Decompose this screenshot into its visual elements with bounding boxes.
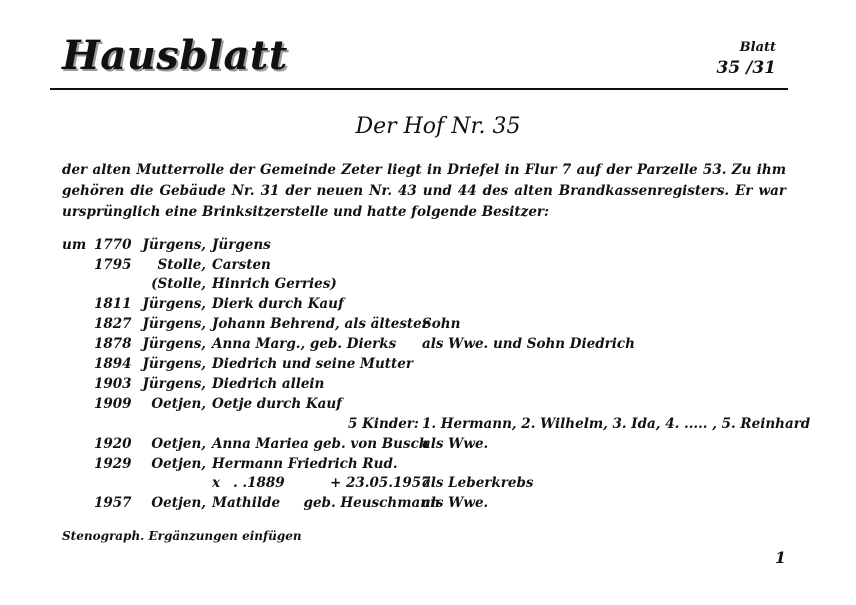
owner-name: Anna Mariea geb. von Busch bbox=[212, 436, 429, 452]
owner-year: 1795 bbox=[94, 257, 132, 273]
owner-year: 1770 bbox=[94, 237, 132, 253]
owner-note: als Wwe. bbox=[422, 436, 489, 452]
owner-year: 1827 bbox=[94, 316, 132, 332]
kinder-list: 1. Hermann, 2. Wilhelm, 3. Ida, 4. ..... , 5. Reinhard bbox=[422, 416, 811, 432]
owner-family: Jürgens, bbox=[142, 336, 206, 352]
owner-row bbox=[0, 356, 856, 375]
death-date: + 23.05.1957 bbox=[330, 475, 431, 491]
owner-year: 1920 bbox=[94, 436, 132, 452]
kinder-row bbox=[0, 416, 856, 435]
owner-year: 1957 bbox=[94, 495, 132, 511]
owner-family: Oetjen, bbox=[151, 436, 206, 452]
owner-year: 1909 bbox=[94, 396, 132, 412]
owner-row bbox=[0, 336, 856, 355]
owner-row bbox=[0, 257, 856, 276]
owner-year: 1929 bbox=[94, 456, 132, 472]
owner-family: Oetjen, bbox=[151, 396, 206, 412]
intro-paragraph: der alten Mutterrolle der Gemeinde Zeter liegt in Driefel in Flur 7 auf der Parzelle 53. Zu ihm gehören die Gebäude Nr. 31 der neuen Nr. 43 und 44 des alten Brandkassenregisters. Er war ursprünglich eine Brinksitzerstelle und hatte folgende Besitzer: bbox=[62, 162, 786, 220]
page-number: 1 bbox=[774, 548, 786, 567]
owner-year: 1894 bbox=[94, 356, 132, 372]
owner-note: Sohn bbox=[422, 316, 461, 332]
owner-family: (Stolle, bbox=[151, 276, 206, 292]
owner-year: 1903 bbox=[94, 376, 132, 392]
owner-name: Anna Marg., geb. Dierks bbox=[212, 336, 397, 352]
owner-name: Hermann Friedrich Rud. bbox=[212, 456, 398, 472]
dates-row bbox=[0, 475, 856, 494]
owner-row bbox=[0, 456, 856, 475]
owner-row bbox=[0, 376, 856, 395]
birth-date: . .1889 bbox=[233, 475, 285, 491]
owner-family: Jürgens, bbox=[142, 296, 206, 312]
footer-note: Stenograph. Ergänzungen einfügen bbox=[62, 529, 302, 543]
kinder-label: 5 Kinder: bbox=[348, 416, 419, 432]
owner-note: als Wwe. und Sohn Diedrich bbox=[422, 336, 635, 352]
owner-row bbox=[0, 276, 856, 295]
owner-note: als Wwe. bbox=[422, 495, 489, 511]
owner-row bbox=[0, 396, 856, 415]
blatt-number: 35 /31 bbox=[716, 58, 776, 78]
owner-family: Jürgens, bbox=[142, 376, 206, 392]
owner-prefix: um bbox=[62, 237, 87, 253]
owner-name: Hinrich Gerries) bbox=[212, 276, 337, 292]
death-note: als Leberkrebs bbox=[422, 475, 534, 491]
owner-row bbox=[0, 237, 856, 256]
owner-name: Johann Behrend, als ältester bbox=[212, 316, 429, 332]
owner-family: Jürgens, bbox=[142, 316, 206, 332]
owner-row bbox=[0, 316, 856, 335]
owner-row bbox=[0, 296, 856, 315]
owner-year: 1878 bbox=[94, 336, 132, 352]
owner-row bbox=[0, 495, 856, 514]
blatt-label: Blatt bbox=[739, 40, 776, 55]
owner-name: Jürgens bbox=[212, 237, 271, 253]
owner-family: Jürgens, bbox=[142, 356, 206, 372]
owner-name: Carsten bbox=[212, 257, 271, 273]
owner-family: Oetjen, bbox=[151, 456, 206, 472]
owner-row bbox=[0, 436, 856, 455]
owner-name: Diedrich allein bbox=[212, 376, 325, 392]
header-divider bbox=[50, 88, 788, 90]
birth-symbol: x bbox=[212, 475, 221, 491]
hausblatt-title: Hausblatt bbox=[62, 32, 288, 79]
owner-name: Diedrich und seine Mutter bbox=[212, 356, 413, 372]
owner-year: 1811 bbox=[94, 296, 132, 312]
owner-family: Oetjen, bbox=[151, 495, 206, 511]
owner-family: Stolle, bbox=[157, 257, 206, 273]
owner-name: Oetje durch Kauf bbox=[212, 396, 342, 412]
owner-name: Dierk durch Kauf bbox=[212, 296, 344, 312]
document-title: Der Hof Nr. 35 bbox=[355, 114, 521, 139]
owner-family: Jürgens, bbox=[142, 237, 206, 253]
owner-name: Mathilde geb. Heuschmann bbox=[212, 495, 440, 511]
